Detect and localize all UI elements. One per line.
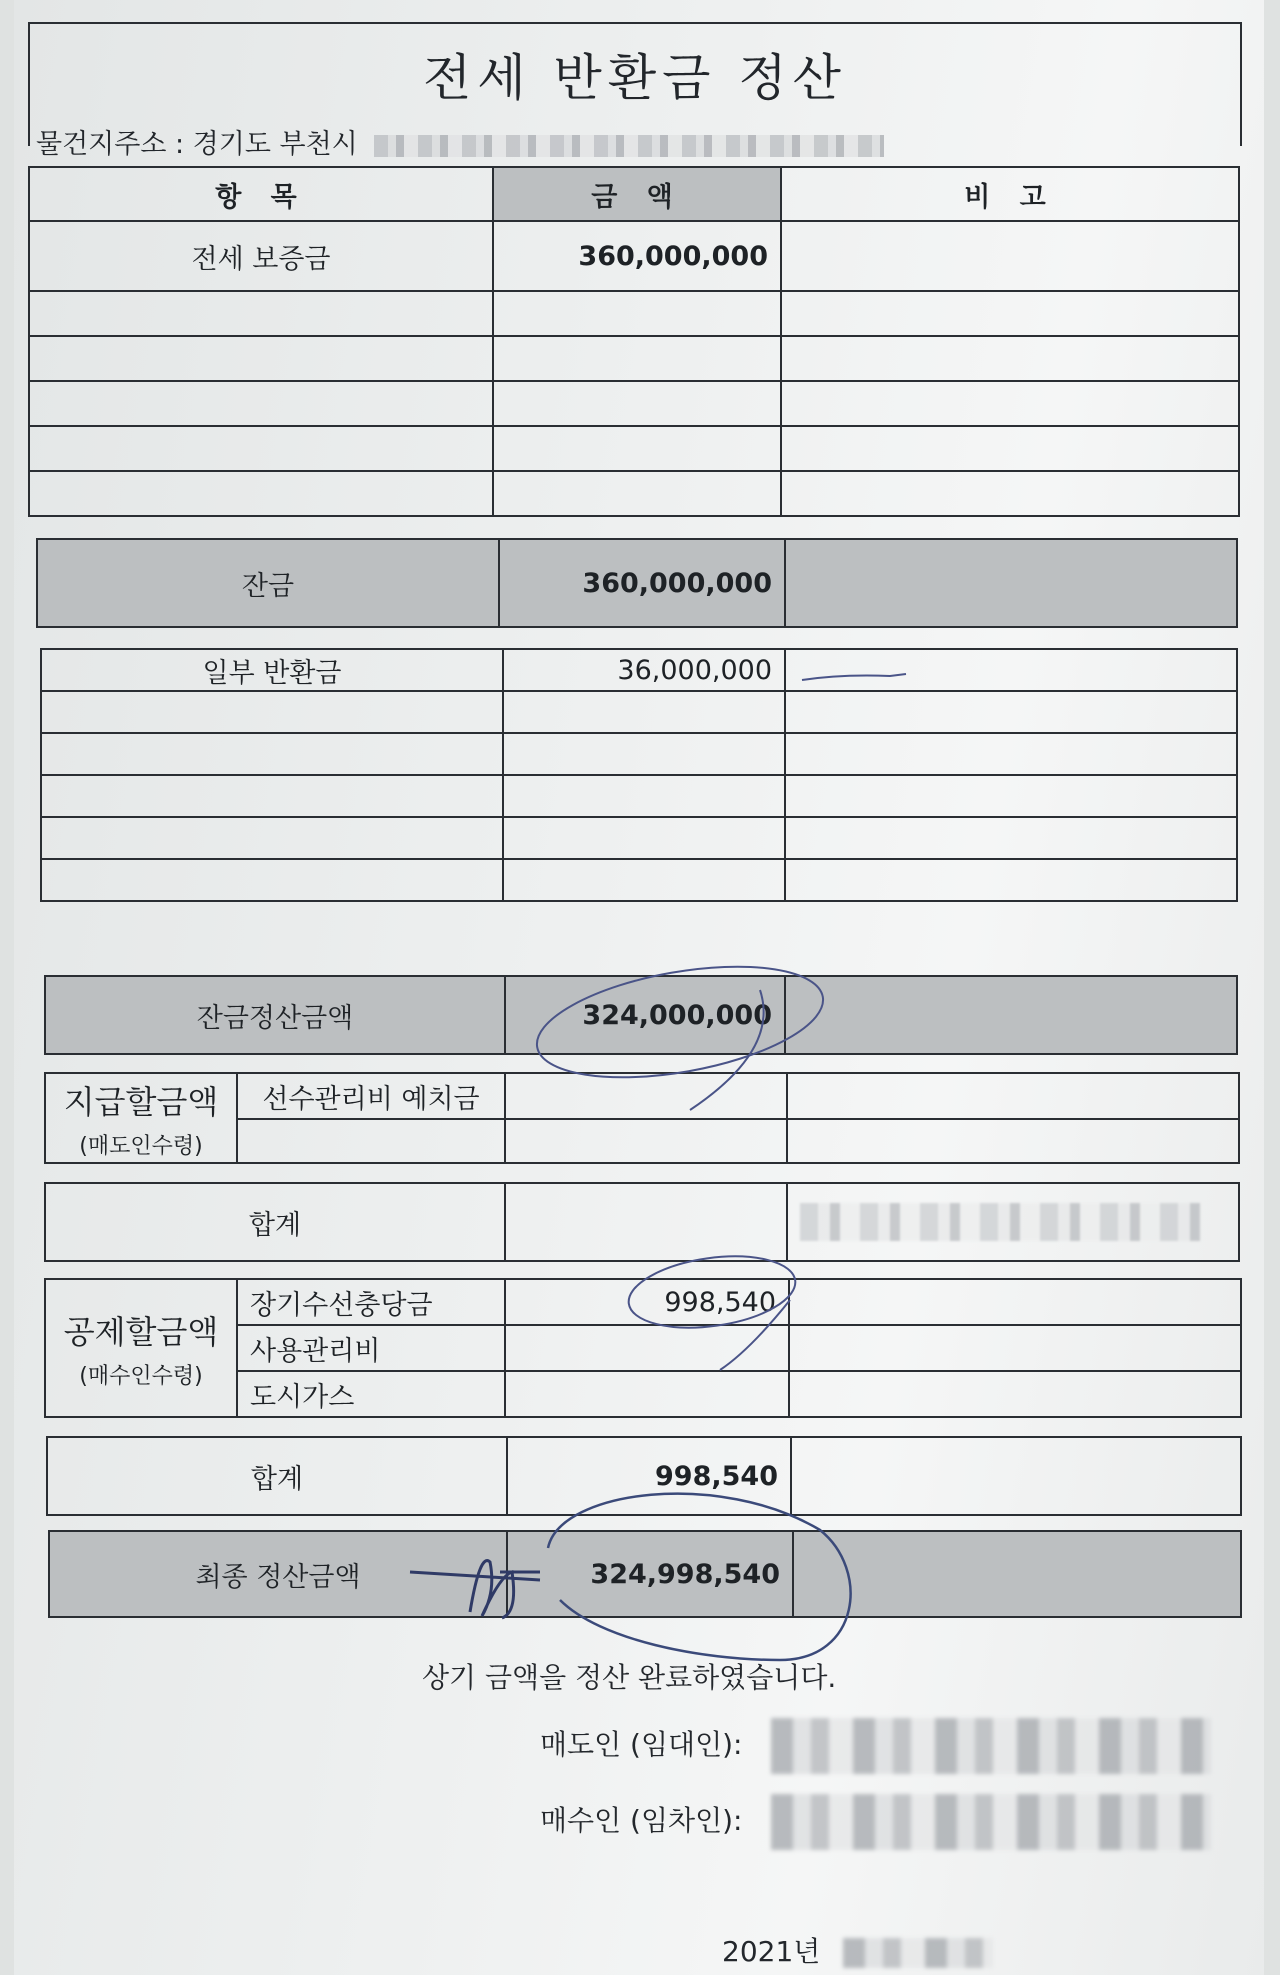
partial-return-table — [40, 648, 1238, 902]
deduct-table — [44, 1278, 1242, 1418]
buyer-line — [540, 1794, 1211, 1850]
deduct-item-note — [789, 1325, 1241, 1371]
deduct-item-amount: 998,540 — [505, 1279, 789, 1325]
deduct-total-amount: 998,540 — [507, 1437, 791, 1515]
pay-item-note — [787, 1073, 1239, 1119]
deduct-item-label: 장기수선충당금 — [237, 1279, 505, 1325]
table-row — [49, 1531, 1241, 1617]
deduct-group-label — [45, 1279, 237, 1417]
pay-total-table — [44, 1182, 1240, 1262]
seller-line — [540, 1718, 1211, 1774]
final-label: 최종 정산금액 — [49, 1531, 507, 1617]
pay-total-note — [787, 1183, 1239, 1261]
header-item: 항 목 — [29, 167, 493, 221]
redacted-date — [843, 1938, 993, 1968]
pay-table — [44, 1072, 1240, 1164]
table-row — [29, 221, 1239, 291]
deposit-amount: 360,000,000 — [493, 221, 781, 291]
deduct-item-note — [789, 1371, 1241, 1417]
title-block — [28, 22, 1242, 160]
deduct-item-note — [789, 1279, 1241, 1325]
final-note — [793, 1531, 1241, 1617]
deduct-total-note — [791, 1437, 1241, 1515]
final-table — [48, 1530, 1242, 1618]
pay-group-title: 지급할금액 — [63, 1082, 219, 1121]
deposit-table — [28, 166, 1240, 517]
date-line — [722, 1930, 993, 1970]
pay-item-label: 선수관리비 예치금 — [237, 1073, 505, 1119]
settlement-statement: 상기 금액을 정산 완료하였습니다. — [422, 1661, 837, 1694]
balance-settlement-table — [44, 975, 1238, 1055]
redacted-buyer-signature — [771, 1794, 1211, 1850]
deduct-item-amount — [505, 1325, 789, 1371]
table-row — [41, 649, 1237, 691]
balance-label: 잔금 — [37, 539, 499, 627]
seller-label: 매도인 (임대인): — [540, 1728, 743, 1761]
deduct-group-sub: (매수인수령) — [79, 1363, 203, 1389]
deduct-item-label: 도시가스 — [237, 1371, 505, 1417]
header-note: 비 고 — [781, 167, 1239, 221]
pay-total-amount — [505, 1183, 787, 1261]
table-row — [37, 539, 1237, 627]
header-amount: 금 액 — [493, 167, 781, 221]
partial-return-label: 일부 반환금 — [41, 649, 503, 691]
partial-return-amount: 36,000,000 — [503, 649, 785, 691]
deposit-label: 전세 보증금 — [29, 221, 493, 291]
address-line — [36, 122, 884, 161]
table-row — [45, 1073, 1239, 1119]
balance-note — [785, 539, 1237, 627]
deduct-item-amount — [505, 1371, 789, 1417]
deduct-group-title: 공제할금액 — [63, 1312, 219, 1351]
redacted-address — [374, 135, 884, 157]
balance-amount: 360,000,000 — [499, 539, 785, 627]
date-year: 2021년 — [722, 1935, 821, 1968]
balance-settlement-amount: 324,000,000 — [505, 976, 785, 1054]
final-amount: 324,998,540 — [507, 1531, 793, 1617]
address-label: 물건지주소 : 경기도 부천시 — [36, 129, 358, 160]
table-row — [45, 1279, 1241, 1325]
partial-return-note — [785, 649, 1237, 691]
table-row — [47, 1437, 1241, 1515]
redacted-seller-signature — [771, 1718, 1211, 1774]
pay-item-amount — [505, 1073, 787, 1119]
deduct-item-label: 사용관리비 — [237, 1325, 505, 1371]
redacted-note — [800, 1203, 1200, 1241]
table-row — [45, 976, 1237, 1054]
pay-group-label — [45, 1073, 237, 1163]
buyer-label: 매수인 (임차인): — [540, 1804, 743, 1837]
balance-table — [36, 538, 1238, 628]
pay-group-sub: (매도인수령) — [79, 1133, 203, 1159]
deposit-note — [781, 221, 1239, 291]
table-header — [29, 167, 1239, 221]
pay-total-label: 합계 — [45, 1183, 505, 1261]
balance-settlement-label: 잔금정산금액 — [45, 976, 505, 1054]
page-title: 전세 반환금 정산 — [423, 49, 847, 107]
deduct-total-table — [46, 1436, 1242, 1516]
balance-settlement-note — [785, 976, 1237, 1054]
table-row — [45, 1183, 1239, 1261]
deduct-total-label: 합계 — [47, 1437, 507, 1515]
